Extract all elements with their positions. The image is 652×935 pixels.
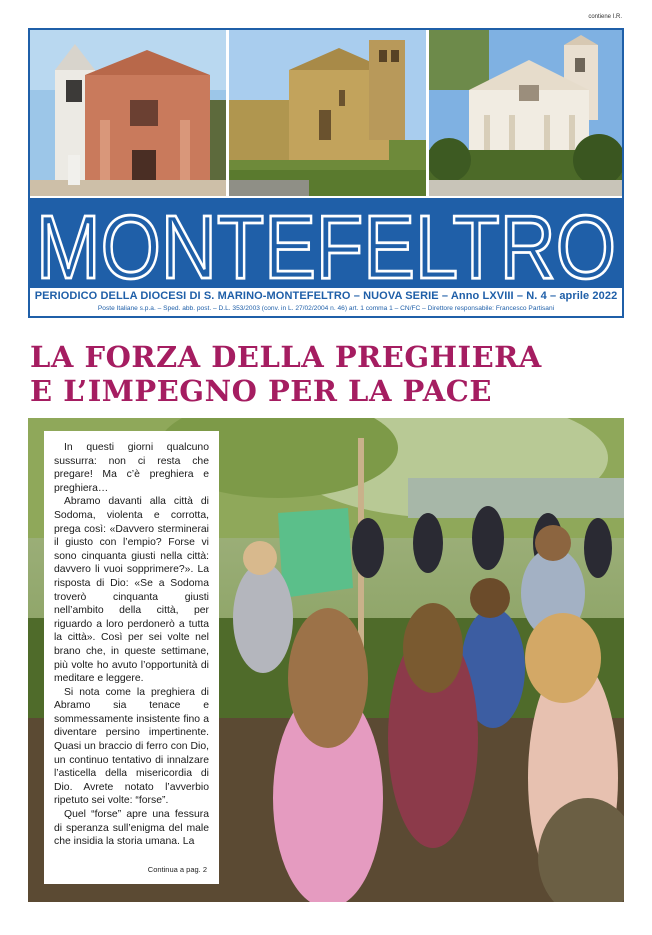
article-paragraph-4: Quel “forse” apre una fessura di speranza sull’enigma del male che insidia la storia umana. La	[54, 809, 209, 848]
masthead-title	[30, 198, 622, 288]
headline-line-1: LA FORZA DELLA PREGHIERA	[30, 340, 542, 374]
photo-stone-church	[229, 30, 426, 196]
article-paragraph-1: In questi giorni qualcuno sussurra: non ci resta che pregare! Ma c’è preghiera e preghiera…	[54, 442, 209, 494]
article-textbox	[44, 431, 219, 884]
headline-line-2: E L’IMPEGNO PER LA PACE	[30, 374, 492, 408]
corner-note: contiene I.R.	[588, 14, 622, 20]
postal-info: Poste Italiane s.p.a. – Sped. abb. post. – D.L. 353/2003 (conv. in L. 27/02/2004 n. 46) art. 1 comma 1 – CN/FC – Direttore responsabile: Francesco Partisani	[97, 305, 555, 312]
main-headline	[30, 340, 630, 408]
masthead-title-text: MONTEFELTRO	[36, 198, 616, 288]
photo-white-church	[429, 30, 622, 196]
continued-link[interactable]: Continua a pag. 2	[147, 865, 207, 874]
masthead	[28, 28, 624, 318]
article-paragraph-2: Abramo davanti alla città di Sodoma, violenta e corrotta, prega così: «Davvero sterminerai il giusto con l’empio? Forse vi sono cinquanta giusti nella città: davvero li vuoi sopprimere?». La risposta di Dio: «Se a Sodoma troverò cinquanta giusti nell’ambito della città, per riguardo a loro perdonerò a tutta la città». Così per sei volte nel brano che, in queste settimane, più volte ho avuto l’opportunità di meditare e leggere.	[54, 496, 209, 685]
title-band	[30, 198, 622, 288]
article-paragraph-3: Si nota come la preghiera di Abramo sia tenace e sommessamente insistente fino a diventare persino impertinente. Quasi un braccio di ferro con Dio, un continuo tentativo di innalzare l’asticella della misericordia di Dio. Avrete notato l’avverbio ripetuto sei volte: “forse”.	[54, 686, 209, 807]
periodical-subtitle: PERIODICO DELLA DIOCESI DI S. MARINO-MONTEFELTRO – NUOVA SERIE – Anno LXVIII – N. 4 – aprile 2022	[34, 290, 618, 302]
photo-church-left	[30, 30, 226, 196]
